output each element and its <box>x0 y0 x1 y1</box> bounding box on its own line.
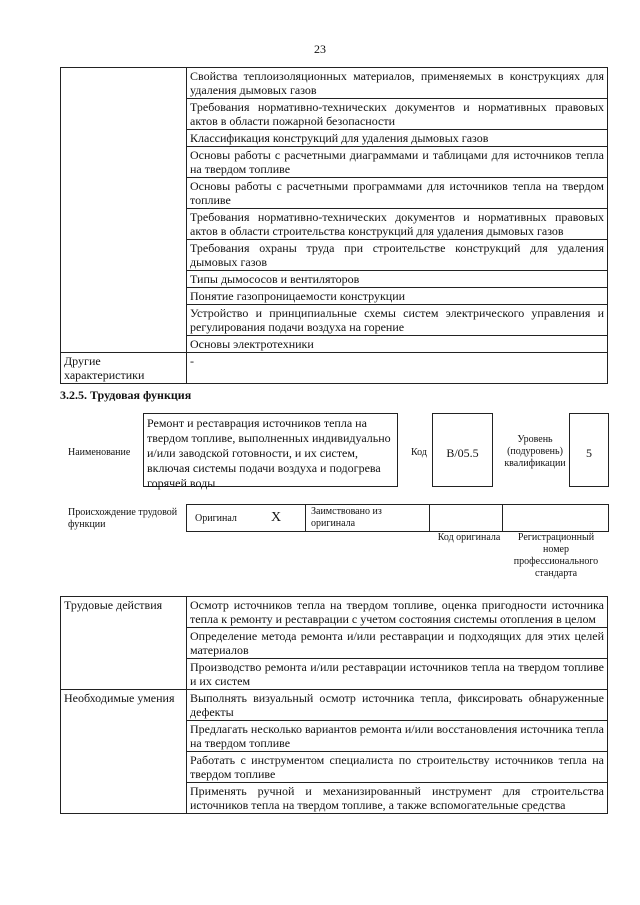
skill-item: Работать с инструментом специалиста по строительству источников тепла на твердом топливе <box>187 752 608 783</box>
table-row <box>61 353 608 384</box>
name-label: Наименование <box>68 447 131 458</box>
divider <box>305 505 306 531</box>
knowledge-item: Требования нормативно-технических документов и нормативных правовых актов в области пожарной безопасности <box>187 99 608 130</box>
other-characteristics-label: Другие характеристики <box>61 353 187 384</box>
code-box: B/05.5 <box>432 413 493 487</box>
knowledge-item: Понятие газопроницаемости конструкции <box>187 288 608 305</box>
skill-item: Предлагать несколько вариантов ремонта и/или восстановления источника тепла на твердом топливе <box>187 721 608 752</box>
other-characteristics-value: - <box>187 353 608 384</box>
function-table <box>60 596 608 814</box>
divider <box>502 505 503 531</box>
knowledge-item: Основы работы с расчетными программами для источников тепла на твердом топливе <box>187 178 608 209</box>
divider <box>429 505 430 531</box>
original-mark: X <box>271 510 282 525</box>
skill-item: Применять ручной и механизированный инструмент для строительства источников тепла на твердом топливе, а также вспомогательные средства <box>187 783 608 814</box>
section-title: 3.2.5. Трудовая функция <box>60 388 192 402</box>
knowledge-item: Основы работы с расчетными диаграммами и таблицами для источников тепла на твердом топливе <box>187 147 608 178</box>
table-row <box>61 68 608 99</box>
skill-item: Выполнять визуальный осмотр источника тепла, фиксировать обнаруженные дефекты <box>187 690 608 721</box>
action-item: Осмотр источников тепла на твердом топливе, оценка пригодности источника тепла к ремонту и реставрации с учетом состояния системы отопления в целом <box>187 597 608 628</box>
reg-number-caption: Регистрационный номер профессионального стандарта <box>513 532 599 579</box>
action-item: Производство ремонта и/или реставрации источников тепла на твердом топливе и их систем <box>187 659 608 690</box>
code-original-caption: Код оригинала <box>437 532 501 543</box>
origin-row <box>186 504 609 532</box>
table-row <box>61 690 608 721</box>
level-box: 5 <box>569 413 609 487</box>
skills-label: Необходимые умения <box>61 690 187 814</box>
action-item: Определение метода ремонта и/или реставрации и подходящих для этих целей материалов <box>187 628 608 659</box>
knowledge-item: Классификация конструкций для удаления дымовых газов <box>187 130 608 147</box>
table-row <box>61 597 608 628</box>
actions-label: Трудовые действия <box>61 597 187 690</box>
original-label: Оригинал <box>195 513 237 524</box>
level-label: Уровень (подуровень) квалификации <box>504 434 566 469</box>
function-name-box: Ремонт и реставрация источников тепла на твердом топливе, выполненных индивидуально и/или заводской готовности, и их систем, включая системы подачи воздуха и подогрева горячей воды <box>143 413 398 487</box>
origin-label: Происхождение трудовой функции <box>68 507 178 530</box>
knowledge-table <box>60 67 608 384</box>
knowledge-item: Свойства теплоизоляционных материалов, применяемых в конструкциях для удаления дымовых газов <box>187 68 608 99</box>
knowledge-item: Основы электротехники <box>187 336 608 353</box>
page-number: 23 <box>314 42 326 56</box>
knowledge-item: Устройство и принципиальные схемы систем электрического управления и регулирования подачи воздуха на горение <box>187 305 608 336</box>
knowledge-item: Типы дымососов и вентиляторов <box>187 271 608 288</box>
borrowed-label: Заимствовано из оригинала <box>311 506 382 529</box>
knowledge-item: Требования нормативно-технических документов и нормативных правовых актов в области строительства конструкций для удаления дымовых газов <box>187 209 608 240</box>
knowledge-item: Требования охраны труда при строительстве конструкций для удаления дымовых газов <box>187 240 608 271</box>
code-label: Код <box>411 447 427 458</box>
empty-label-cell <box>61 68 187 353</box>
